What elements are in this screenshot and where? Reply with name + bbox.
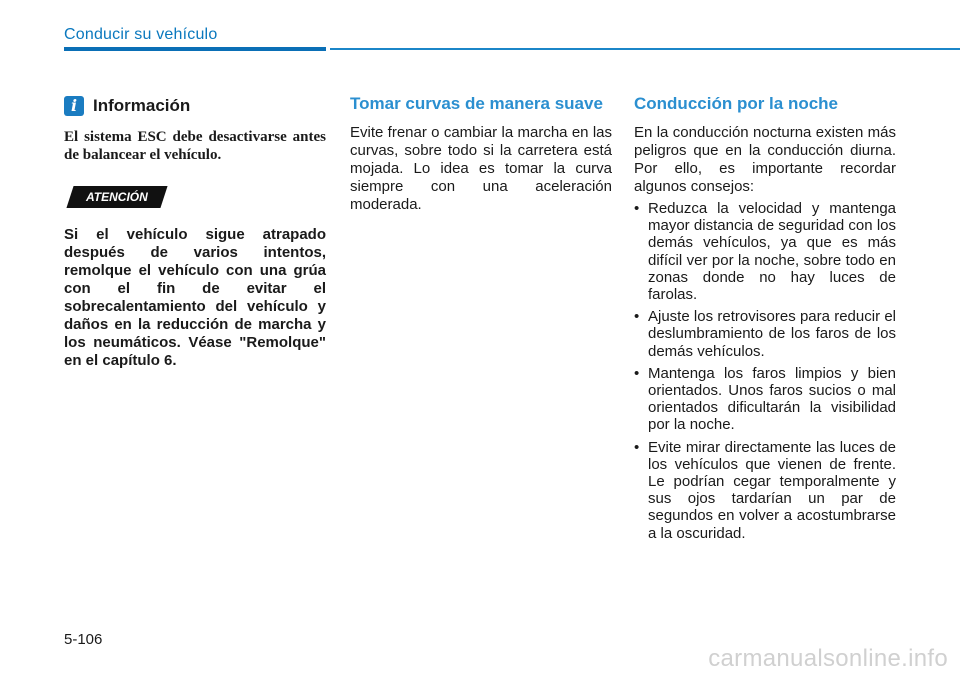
list-item: • Ajuste los retrovisores para reducir el deslumbramiento de los faros de los demás vehículos. bbox=[634, 308, 896, 360]
night-intro: En la conducción nocturna existen más peligros que en la conducción diurna. Por ello, es importante recordar algunos consejos: bbox=[634, 124, 896, 195]
column-right bbox=[634, 92, 896, 547]
warning-label: ATENCIÓN bbox=[86, 190, 148, 204]
watermark: carmanualsonline.info bbox=[708, 645, 948, 672]
header-rule-thin bbox=[330, 48, 960, 50]
list-item: • Evite mirar directamente las luces de los vehículos que vienen de frente. Le podrían cegar temporalmente y sus ojos tardarían un par de segundos en volver a acostumbrarse a la oscuridad. bbox=[634, 439, 896, 542]
night-tips-list bbox=[634, 200, 896, 542]
info-title: Información bbox=[93, 96, 191, 115]
info-icon: i bbox=[64, 96, 84, 116]
header-rule-thick bbox=[64, 47, 326, 51]
list-item: • Mantenga los faros limpios y bien orientados. Unos faros sucios o mal orientados dificultarán la visibilidad por la noche. bbox=[634, 365, 896, 434]
page-number: 5-106 bbox=[64, 631, 103, 648]
warning-badge bbox=[66, 186, 167, 208]
list-item: • Reduzca la velocidad y mantenga mayor distancia de seguridad con los demás vehículos, ya que es más difícil ver por la noche, sobre todo en zonas donde no hay luces de farolas. bbox=[634, 200, 896, 303]
curves-title: Tomar curvas de manera suave bbox=[350, 94, 603, 113]
info-text: El sistema ESC debe desactivarse antes de balancear el vehículo. bbox=[64, 129, 326, 163]
column-middle bbox=[350, 92, 612, 214]
warning-text: Si el vehículo sigue atrapado después de varios intentos, remolque el vehículo con una grúa con el fin de evitar el sobrecalentamiento del vehículo y daños en la reducción de marcha y los neumáticos. Véase "Remolque" en el capítulo 6. bbox=[64, 226, 326, 369]
info-heading bbox=[64, 96, 326, 116]
column-left bbox=[64, 92, 326, 370]
night-title: Conducción por la noche bbox=[634, 94, 839, 113]
section-header: Conducir su vehículo bbox=[64, 26, 218, 43]
curves-text: Evite frenar o cambiar la marcha en las curvas, sobre todo si la carretera está mojada. Lo idea es tomar la curva siempre con una aceleración moderada. bbox=[350, 124, 612, 213]
